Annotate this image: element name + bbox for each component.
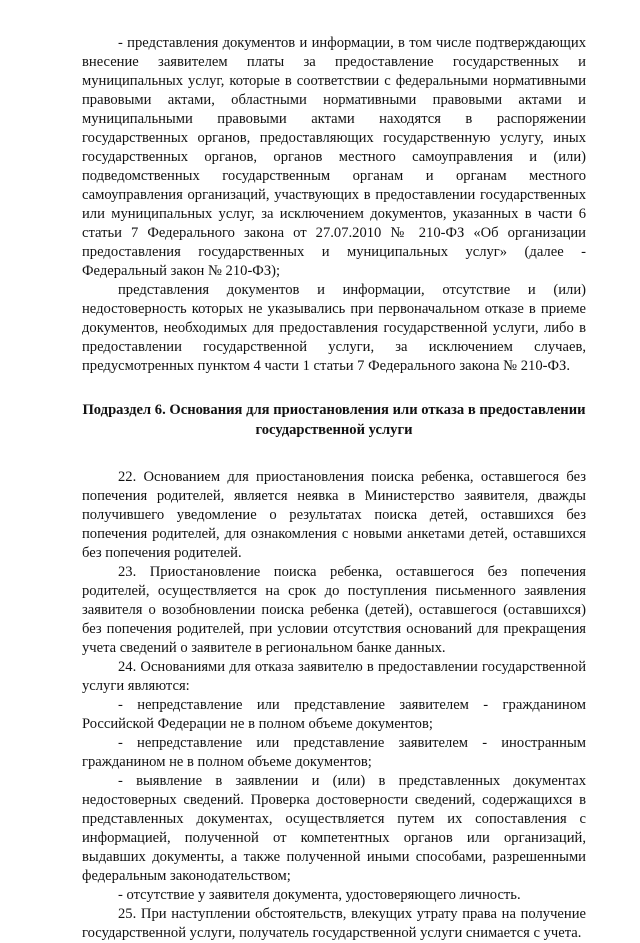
list-item-1: - непредставление или представление заявителем - гражданином Российской Федерации не в полном объеме документов; — [82, 697, 586, 732]
section-heading: Подраздел 6. Основания для приостановления или отказа в предоставлении государственной услуги — [82, 402, 586, 438]
paragraph-intro-2: представления документов и информации, отсутствие и (или) недостоверность которых не указывались при первоначальном отказе в приеме документов, необходимых для предоставления государственной услуги, либо в предоставлении государственной услуги, за исключением случаев, предусмотренных пунктом 4 части 1 статьи 7 Федерального закона № 210-ФЗ. — [82, 282, 586, 374]
paragraph-intro-1: - представления документов и информации, в том числе подтверждающих внесение заявителем платы за предоставление государственных и муниципальных услуг, которые в соответствии с федеральными нормативными правовыми актами, областными нормативными правовыми актами и муниципальными правовыми актами находятся в распоряжении государственных органов, предоставляющих государственную услугу, иных государственных органов, органов местного самоуправления и (или) подведомственных государственным органам и органам местного самоуправления организаций, участвующих в предоставлении государственных или муниципальных услуг, за исключением документов, указанных в части 6 статьи 7 Федерального закона от 27.07.2010 № 210-ФЗ «Об организации предоставления государственных и муниципальных услуг» (далее - Федеральный закон № 210-ФЗ); — [82, 35, 586, 279]
list-item-2: - непредставление или представление заявителем - иностранным гражданином не в полном объеме документов; — [82, 735, 586, 770]
paragraph-24: 24. Основаниями для отказа заявителю в предоставлении государственной услуги являются: — [82, 659, 586, 694]
paragraph-25: 25. При наступлении обстоятельств, влекущих утрату права на получение государственной услуги, получатель государственной услуги снимается с учета. — [82, 906, 586, 941]
paragraph-22: 22. Основанием для приостановления поиска ребенка, оставшегося без попечения родителей, является неявка в Министерство заявителя, дважды получившего уведомление о результатах поиска детей, оставшихся без попечения родителей, для ознакомления с новыми анкетами детей, оставшихся без попечения родителей. — [82, 469, 586, 561]
document-body — [82, 34, 586, 943]
paragraph-23: 23. Приостановление поиска ребенка, оставшегося без попечения родителей, осуществляется на срок до поступления письменного заявления заявителя о возобновлении поиска ребенка (детей), оставшегося (оставшихся) без попечения родителей, при условии отсутствия оснований для прекращения учета сведений о заявителе в региональном банке данных. — [82, 564, 586, 656]
list-item-3: - выявление в заявлении и (или) в представленных документах недостоверных сведений. Проверка достоверности сведений, содержащихся в представленных документах, осуществляется путем их сопоставления с информацией, полученной от компетентных органов или организаций, выдавших документы, а также полученной иными способами, разрешенными федеральным законодательством; — [82, 773, 586, 884]
list-item-4: - отсутствие у заявителя документа, удостоверяющего личность. — [118, 887, 521, 903]
